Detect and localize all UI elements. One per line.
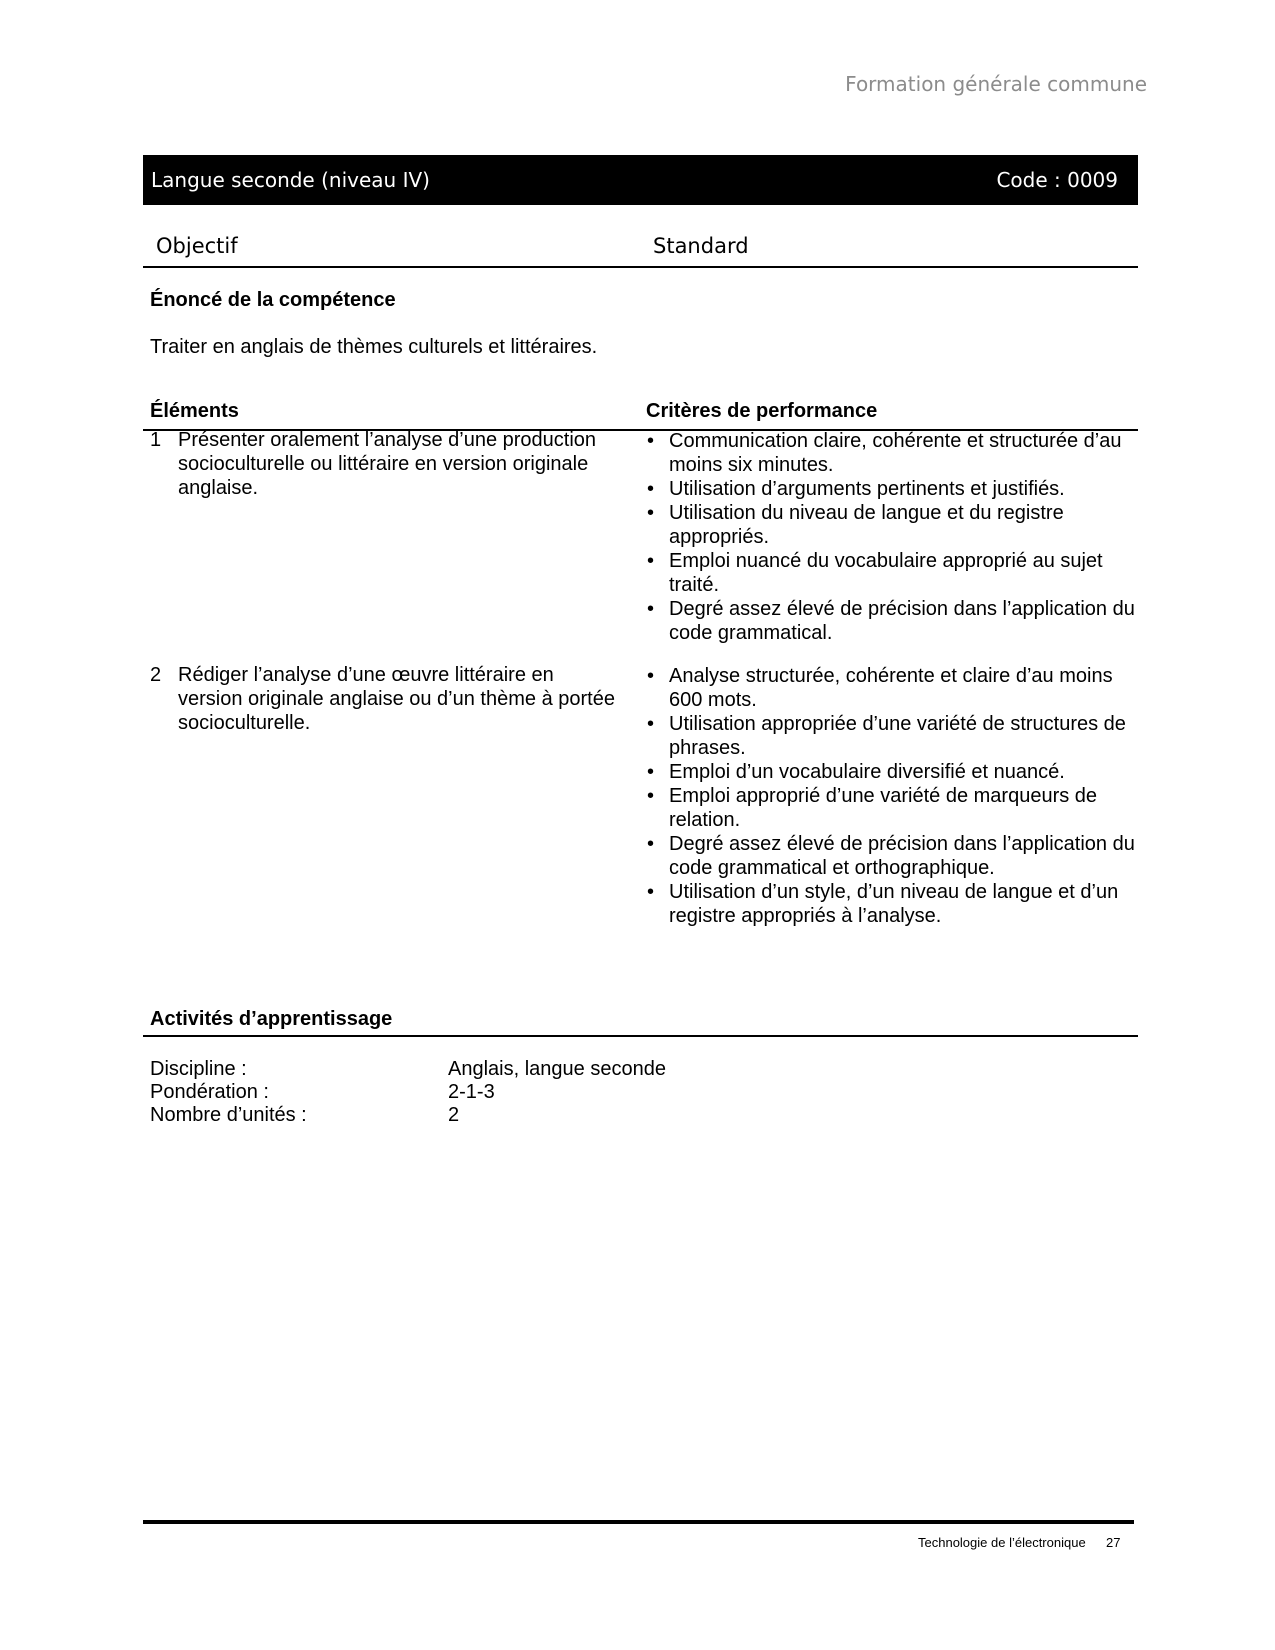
- unites-value: 2: [448, 1104, 460, 1126]
- criterion-item: • Emploi nuancé du vocabulaire approprié au sujet traité.: [646, 549, 1138, 597]
- objectif-label: Objectif: [156, 234, 238, 258]
- course-title-bar: [143, 155, 1138, 205]
- page-number: 27: [1106, 1535, 1121, 1550]
- criterion-item: • Utilisation d’arguments pertinents et justifiés.: [646, 477, 1138, 501]
- enonce-text: Traiter en anglais de thèmes culturels et littéraires.: [150, 336, 598, 358]
- criterion-item: • Utilisation d’un style, d’un niveau de langue et d’un registre appropriés à l’analyse.: [646, 880, 1138, 928]
- criterion-item: • Communication claire, cohérente et structurée d’au moins six minutes.: [646, 429, 1138, 477]
- standard-label: Standard: [653, 234, 749, 258]
- footer-rule: [143, 1520, 1134, 1524]
- criterion-item: • Utilisation appropriée d’une variété de structures de phrases.: [646, 712, 1138, 760]
- elements-heading: Éléments: [150, 400, 239, 422]
- element-text: Rédiger l’analyse d’une œuvre littéraire en version originale anglaise ou d’un thème à portée socioculturelle.: [178, 664, 615, 734]
- unites-label: Nombre d’unités :: [150, 1104, 307, 1126]
- criterion-item: • Utilisation du niveau de langue et du registre appropriés.: [646, 501, 1138, 549]
- element-text: Présenter oralement l’analyse d’une production socioculturelle ou littéraire en version originale anglaise.: [178, 429, 597, 499]
- course-title: Langue seconde (niveau IV): [151, 168, 430, 192]
- elements-table-header: [143, 400, 1138, 431]
- criterion-item: • Analyse structurée, cohérente et claire d’au moins 600 mots.: [646, 664, 1138, 712]
- course-code: Code : 0009: [996, 168, 1118, 192]
- discipline-label: Discipline :: [150, 1058, 247, 1080]
- objective-header-row: [143, 234, 1138, 268]
- discipline-value: Anglais, langue seconde: [448, 1058, 666, 1080]
- criteria-list: [646, 664, 1138, 928]
- criterion-item: • Emploi d’un vocabulaire diversifié et nuancé.: [646, 760, 1138, 784]
- criterion-item: • Degré assez élevé de précision dans l’application du code grammatical.: [646, 597, 1138, 645]
- footer-program: Technologie de l’électronique: [918, 1535, 1086, 1550]
- section-header: Formation générale commune: [845, 72, 1147, 96]
- ponderation-label: Pondération :: [150, 1081, 269, 1103]
- ponderation-value: 2-1-3: [448, 1081, 495, 1103]
- enonce-title: Énoncé de la compétence: [150, 289, 396, 311]
- activites-header: [143, 1005, 1138, 1037]
- criteres-heading: Critères de performance: [646, 400, 878, 422]
- criteria-list: [646, 429, 1138, 645]
- element-number: 1: [150, 429, 162, 451]
- element-number: 2: [150, 664, 162, 686]
- criterion-item: • Emploi approprié d’une variété de marqueurs de relation.: [646, 784, 1138, 832]
- element-item: [150, 663, 620, 735]
- activites-title: Activités d’apprentissage: [150, 1008, 393, 1030]
- criterion-item: • Degré assez élevé de précision dans l’application du code grammatical et orthographique.: [646, 832, 1138, 880]
- element-item: [150, 428, 620, 500]
